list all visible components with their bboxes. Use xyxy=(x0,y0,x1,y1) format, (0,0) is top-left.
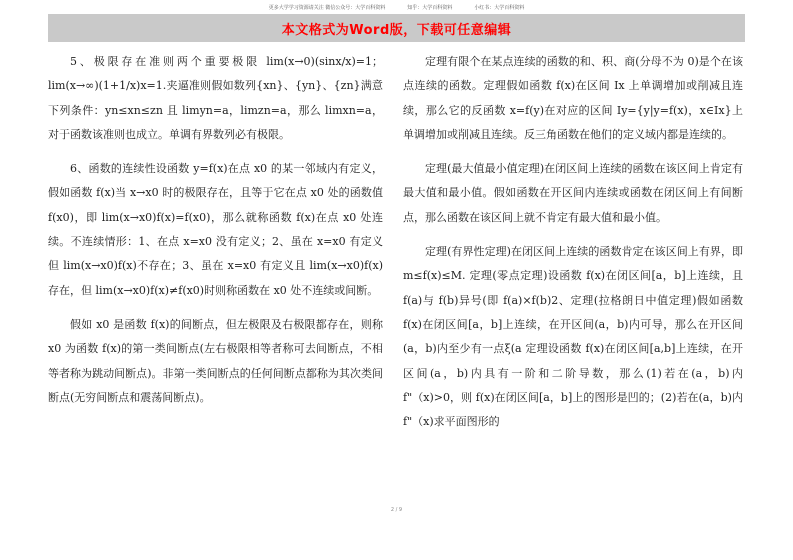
paragraph-continuous-operations: 定理有限个在某点连续的函数的和、积、商(分母不为 0)是个在该点连续的函数。定理假如函数 f(x)在区间 Ix 上单调增加或削减且连续，那么它的反函数 x=f(y)在对应的区间 Iy={y|y=f(x)，x∈Ix}上单调增加或削减且连续。反三角函数在他们的定义域内都是连续的。 xyxy=(403,55,743,141)
word-format-banner xyxy=(48,14,745,42)
top-links-bar xyxy=(0,0,793,14)
paragraph-continuity: 6、函数的连续性设函数 y=f(x)在点 x0 的某一邻域内有定义，假如函数 f(x)当 x→x0 时的极限存在，且等于它在点 x0 处的函数值 f(x0)，即 lim(x→x0)f(x)=f(x0)，那么就称函数 f(x)在点 x0 处连续。不连续情形：1、在点 x=x0 没有定义；2、虽在 x=x0 有定义但 lim(x→x0)f(x)不存在；3、虽在 x=x0 有定义且 lim(x→x0)f(x)存在，但 lim(x→x0)f(x)≠f(x0)时则称函数在 x0 处不连续或间断。 xyxy=(48,162,383,297)
paragraph-extreme-value-theorem: 定理(最大值最小值定理)在闭区间上连续的函数在该区间上肯定有最大值和最小值。假如函数在开区间内连续或函数在闭区间上有间断点，那么函数在该区间上就不肯定有最大值和最小值。 xyxy=(403,162,743,224)
top-link-xiaohongshu[interactable]: 小红书：大学百科资料 xyxy=(474,4,525,11)
paragraph-discontinuity-types: 假如 x0 是函数 f(x)的间断点，但左极限及右极限都存在，则称 x0 为函数 f(x)的第一类间断点(左右极限相等者称可去间断点，不相等者称为跳动间断点)。非第一类间断点的任何间断点都称为其次类间断点(无穷间断点和震荡间断点)。 xyxy=(48,317,383,404)
left-text-column xyxy=(48,50,383,410)
top-link-wechat[interactable]: 更多大学学习资源请关注 微信公众号：大学百科资料 xyxy=(268,4,386,11)
page-number: 2 / 9 xyxy=(390,507,403,513)
top-link-zhihu[interactable]: 知乎：大学百科资料 xyxy=(407,4,453,11)
paragraph-boundedness-theorem: 定理(有界性定理)在闭区间上连续的函数肯定在该区间上有界，即 m≤f(x)≤M. 定理(零点定理)设函数 f(x)在闭区间[a，b]上连续，且 f(a)与 f(b)异号(即 f(a)×f(b)2、定理(拉格朗日中值定理)假如函数 f(x)在闭区间[a，b]上连续，在开区间(a，b)内可导，那么在开区间(a，b)内至少有一点ξ(a 定理设函数 f(x)在闭区间[a,b]上连续，在开区间(a，b)内具有一阶和二阶导数，那么(1)若在(a，b)内 f"（x)>0，则 f(x)在闭区间[a，b]上的图形是凹的；(2)若在(a，b)内 f"（x)求平面图形的 xyxy=(403,245,743,429)
right-text-column xyxy=(403,50,743,434)
paragraph-limits: 5、极限存在准则两个重要极限 lim(x→0)(sinx/x)=1；lim(x→∞)(1+1/x)x=1.夹逼准则假如数列{xn}、{yn}、{zn}满意下列条件：yn≤xn≤zn 且 limyn=a，limzn=a，那么 limxn=a，对于函数该准则也成立。单调有界数列必有极限。 xyxy=(48,55,383,141)
banner-text: 本文格式为Word版，下载可任意编辑 xyxy=(281,22,512,38)
